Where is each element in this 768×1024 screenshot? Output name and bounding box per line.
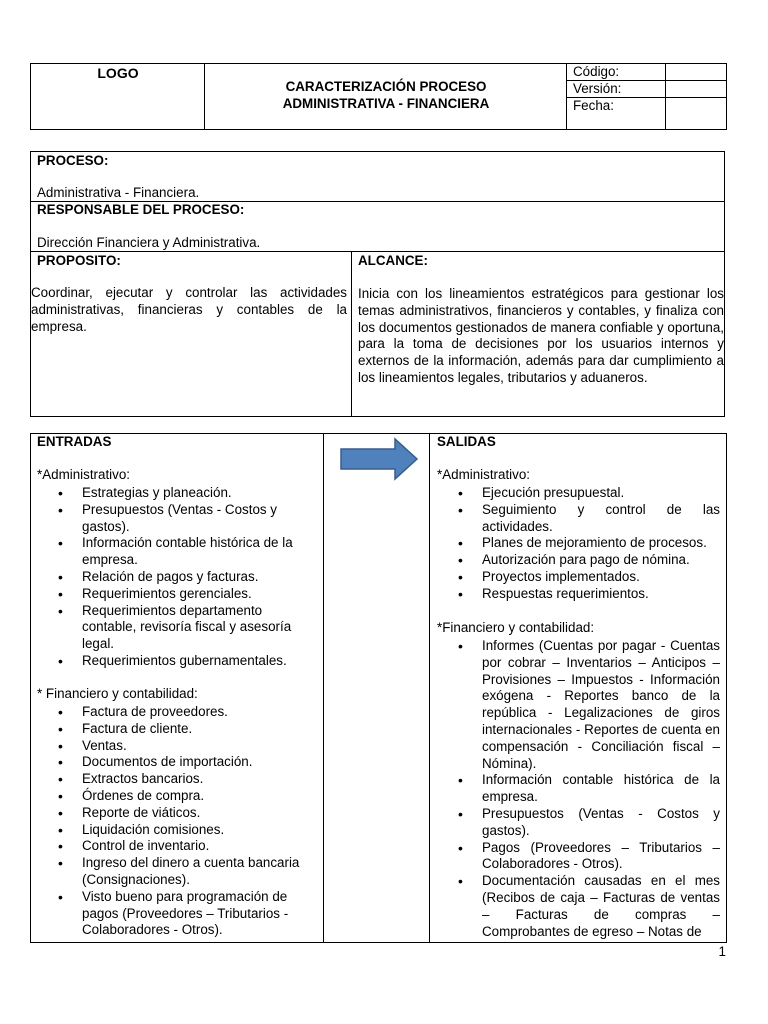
list-item: • Extractos bancarios. xyxy=(82,771,314,788)
document-header xyxy=(30,63,727,130)
list-item: • Control de inventario. xyxy=(82,838,314,855)
codigo-row xyxy=(567,64,726,81)
list-item: • Órdenes de compra. xyxy=(82,788,314,805)
codigo-label: Código: xyxy=(573,64,620,79)
codigo-value xyxy=(665,64,726,81)
salidas-label: SALIDAS xyxy=(437,434,496,449)
list-item: • Requerimientos gerenciales. xyxy=(82,586,314,603)
list-item: • Ingreso del dinero a cuenta bancaria (Consignaciones). xyxy=(82,855,314,889)
responsable-value: Dirección Financiera y Administrativa. xyxy=(37,235,261,250)
document-title-line1: CARACTERIZACIÓN PROCESO xyxy=(285,79,487,94)
list-item: • Ejecución presupuestal. xyxy=(482,485,720,502)
list-item: • Informes (Cuentas por pagar - Cuentas por cobrar – Inventarios – Anticipos – Provisiones – Impuestos - Información exógena - Reportes banco de la república - Legalizaciones de giros internacionales - Reportes de cuenta en compensación - Conciliación fiscal – Nómina). xyxy=(482,638,720,772)
proceso-value: Administrativa - Financiera. xyxy=(37,185,200,200)
list-item: • Reporte de viáticos. xyxy=(82,805,314,822)
entradas-fin-heading: * Financiero y contabilidad: xyxy=(37,686,198,701)
version-value xyxy=(665,81,726,98)
fecha-label: Fecha: xyxy=(573,98,614,113)
list-item: • Factura de proveedores. xyxy=(82,704,314,721)
list-item: • Documentos de importación. xyxy=(82,754,314,771)
list-item: • Documentación causadas en el mes (Recibos de caja – Facturas de ventas – Facturas de compras – Comprobantes de egreso – Notas de xyxy=(482,873,720,940)
salidas-fin-list xyxy=(482,638,720,940)
inputs-outputs-table xyxy=(30,433,727,943)
list-item: • Respuestas requerimientos. xyxy=(482,586,720,603)
list-item: • Relación de pagos y facturas. xyxy=(82,569,314,586)
list-item: • Requerimientos departamento contable, revisoría fiscal y asesoría legal. xyxy=(82,603,314,653)
list-item: • Ventas. xyxy=(82,738,314,755)
list-item: • Factura de cliente. xyxy=(82,721,314,738)
document-title-line2: ADMINISTRATIVA - FINANCIERA xyxy=(282,96,490,111)
entradas-admin-heading: *Administrativo: xyxy=(37,467,131,482)
list-item: • Planes de mejoramiento de procesos. xyxy=(482,535,720,552)
list-item: • Presupuestos (Ventas - Costos y gastos). xyxy=(82,502,314,536)
right-arrow-icon xyxy=(339,437,419,481)
version-row xyxy=(567,81,726,98)
proposito-label: PROPOSITO: xyxy=(37,253,121,268)
entradas-fin-list xyxy=(82,704,314,939)
list-item: • Información contable histórica de la empresa. xyxy=(482,772,720,806)
logo-cell xyxy=(31,64,205,129)
list-item: • Autorización para pago de nómina. xyxy=(482,552,720,569)
list-item: • Visto bueno para programación de pagos (Proveedores – Tributarios - Colaboradores - Otros). xyxy=(82,889,314,939)
list-item: • Requerimientos gubernamentales. xyxy=(82,653,314,670)
list-item: • Información contable histórica de la empresa. xyxy=(82,535,314,569)
list-item: • Seguimiento y control de las actividades. xyxy=(482,502,720,536)
process-info-table xyxy=(30,151,725,417)
list-item: • Pagos (Proveedores – Tributarios – Colaboradores - Otros). xyxy=(482,840,720,874)
entradas-admin-list xyxy=(82,485,314,670)
list-item: • Liquidación comisiones. xyxy=(82,822,314,839)
title-cell xyxy=(205,64,567,129)
proceso-label: PROCESO: xyxy=(37,153,109,168)
page-number: 1 xyxy=(718,944,726,959)
proposito-text: Coordinar, ejecutar y controlar las actividades administrativas, financieras y contables de la empresa. xyxy=(31,285,347,334)
list-item: • Proyectos implementados. xyxy=(482,569,720,586)
entradas-label: ENTRADAS xyxy=(37,434,112,449)
responsable-label: RESPONSABLE DEL PROCESO: xyxy=(37,202,245,217)
salidas-admin-list xyxy=(482,485,720,603)
logo-placeholder: LOGO xyxy=(97,65,139,81)
version-label: Versión: xyxy=(573,81,622,96)
alcance-text: Inicia con los lineamientos estratégicos para gestionar los temas administrativos, financieros y contables, y finaliza con los documentos gestionados de manera confiable y oportuna, para la toma de decisiones por los usuarios internos y externos de la información, además para dar cumplimiento a los lineamientos legales, tributarios y aduaneros. xyxy=(358,286,724,385)
fecha-row xyxy=(567,98,726,129)
list-item: • Presupuestos (Ventas - Costos y gastos). xyxy=(482,806,720,840)
fecha-value xyxy=(665,98,726,129)
list-item: • Estrategias y planeación. xyxy=(82,485,314,502)
alcance-label: ALCANCE: xyxy=(358,253,428,268)
salidas-admin-heading: *Administrativo: xyxy=(437,467,531,482)
salidas-fin-heading: *Financiero y contabilidad: xyxy=(437,620,595,635)
